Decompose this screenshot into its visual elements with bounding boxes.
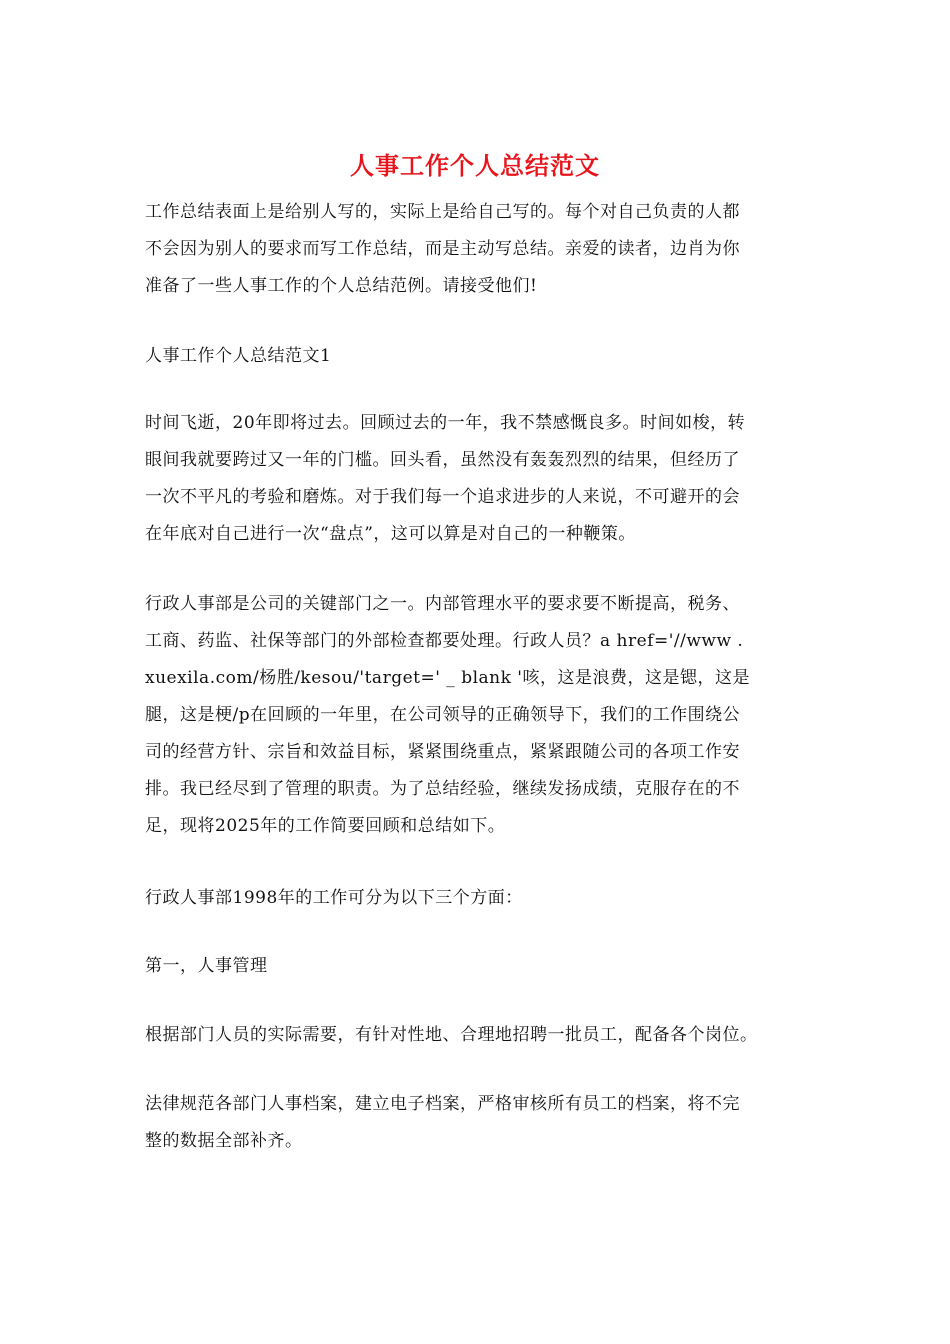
- text-line: 整的数据全部补齐。: [145, 1131, 303, 1151]
- text-line: 准备了一些人事工作的个人总结范例。请接受他们!: [145, 276, 538, 296]
- text-line: 一次不平凡的考验和磨炼。对于我们每一个追求进步的人来说，不可避开的会: [145, 487, 740, 507]
- text-line: 排。我已经尽到了管理的职责。为了总结经验，继续发扬成绩，克服存在的不: [145, 779, 740, 799]
- text-line: 不会因为别人的要求而写工作总结，而是主动写总结。亲爱的读者，边肖为你: [145, 239, 740, 259]
- paragraph-4: 第一，人事管理: [145, 956, 268, 976]
- intro-paragraph: [145, 194, 810, 305]
- paragraph-6: [145, 1086, 810, 1160]
- paragraph-1: [145, 405, 810, 553]
- text-line: xuexila.com/杨胜/kesou/'target=' _ blank '咳，这是浪费，这是锶，这是: [145, 668, 750, 688]
- paragraph-3: 行政人事部1998年的工作可分为以下三个方面：: [145, 888, 523, 908]
- text-line: 工商、药监、社保等部门的外部检查都要处理。行政人员？a href='//www .: [145, 631, 744, 651]
- paragraph-5: 根据部门人员的实际需要，有针对性地、合理地招聘一批员工，配备各个岗位。: [145, 1025, 758, 1045]
- text-line: 时间飞逝，20年即将过去。回顾过去的一年，我不禁感慨良多。时间如梭，转: [145, 413, 746, 433]
- text-line: 在年底对自己进行一次“盘点”，这可以算是对自己的一种鞭策。: [145, 524, 636, 544]
- document-title: 人事工作个人总结范文: [350, 151, 600, 180]
- section-heading: 人事工作个人总结范文1: [145, 346, 332, 366]
- text-line: 司的经营方针、宗旨和效益目标，紧紧围绕重点，紧紧跟随公司的各项工作安: [145, 742, 740, 762]
- paragraph-2: [145, 586, 810, 845]
- text-line: 足，现将2025年的工作简要回顾和总结如下。: [145, 816, 506, 836]
- text-line: 腿，这是梗/p在回顾的一年里，在公司领导的正确领导下，我们的工作围绕公: [145, 705, 741, 725]
- text-line: 法律规范各部门人事档案，建立电子档案，严格审核所有员工的档案，将不完: [145, 1094, 740, 1114]
- text-line: 行政人事部是公司的关键部门之一。内部管理水平的要求要不断提高，税务、: [145, 594, 740, 614]
- text-line: 眼间我就要跨过又一年的门槛。回头看，虽然没有轰轰烈烈的结果，但经历了: [145, 450, 740, 470]
- text-line: 工作总结表面上是给别人写的，实际上是给自己写的。每个对自己负责的人都: [145, 202, 740, 222]
